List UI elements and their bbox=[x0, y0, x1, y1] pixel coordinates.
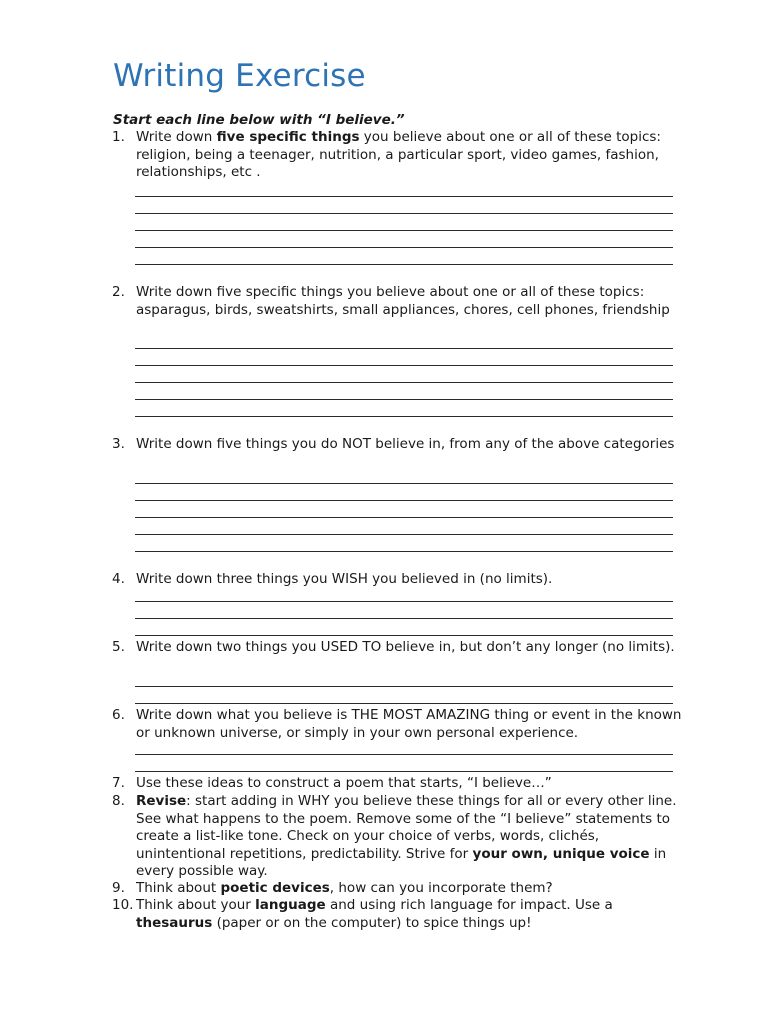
answer-line[interactable] bbox=[135, 686, 673, 687]
answer-line[interactable] bbox=[135, 517, 673, 518]
answer-line[interactable] bbox=[135, 703, 673, 704]
item-number: 10. bbox=[112, 897, 134, 913]
item-text bbox=[136, 793, 682, 881]
item-number: 8. bbox=[112, 793, 125, 809]
item-text bbox=[136, 880, 682, 898]
list-item-8 bbox=[112, 793, 682, 881]
list-item-2 bbox=[112, 284, 682, 319]
answer-line[interactable] bbox=[135, 247, 673, 248]
answer-line[interactable] bbox=[135, 399, 673, 400]
item-number: 3. bbox=[112, 436, 125, 452]
item-text: Write down five things you do NOT believe in, from any of the above categories bbox=[136, 436, 675, 452]
item-text-part: Write down bbox=[136, 129, 217, 145]
list-item-1 bbox=[112, 129, 682, 182]
answer-line[interactable] bbox=[135, 230, 673, 231]
list-item-9 bbox=[112, 880, 682, 898]
answer-line[interactable] bbox=[135, 771, 673, 772]
item-text-part: in every possible way. bbox=[136, 845, 667, 879]
list-item-10 bbox=[112, 897, 682, 932]
page-title: Writing Exercise bbox=[113, 58, 366, 94]
answer-line[interactable] bbox=[135, 382, 673, 383]
item-text-part: Think about bbox=[136, 880, 221, 896]
answer-line[interactable] bbox=[135, 635, 673, 636]
answer-line[interactable] bbox=[135, 500, 673, 501]
item-text-part: : start adding in WHY you believe these things for all or every other line. See what happens to the poem. Remove some of the “I believe” statements to create a list-like tone. Check on your choice of verbs, words, clichés, unintentional repetitions, predictability. Strive for bbox=[136, 793, 677, 862]
item-text bbox=[136, 897, 682, 932]
item-text bbox=[136, 129, 682, 182]
answer-line[interactable] bbox=[135, 348, 673, 349]
answer-line[interactable] bbox=[135, 618, 673, 619]
item-text-bold: language bbox=[255, 897, 326, 913]
item-text-bold: poetic devices bbox=[220, 880, 330, 896]
item-number: 7. bbox=[112, 775, 125, 791]
item-text: Use these ideas to construct a poem that starts, “I believe…” bbox=[136, 775, 552, 791]
item-number: 2. bbox=[112, 284, 125, 300]
item-text: Write down three things you WISH you believed in (no limits). bbox=[136, 571, 553, 587]
list-item-3 bbox=[112, 436, 682, 454]
answer-line[interactable] bbox=[135, 365, 673, 366]
instruction-text: Start each line below with “I believe.” bbox=[113, 112, 405, 128]
item-text: Write down five specific things you believe about one or all of these topics: asparagus, birds, sweatshirts, small appliances, chores, cell phones, friendship bbox=[136, 284, 670, 318]
item-text-part: Think about your bbox=[136, 897, 256, 913]
item-text-bold: Revise bbox=[136, 793, 187, 809]
answer-line[interactable] bbox=[135, 534, 673, 535]
item-text-part: and using rich language for impact. Use a bbox=[325, 897, 613, 913]
answer-line[interactable] bbox=[135, 416, 673, 417]
answer-line[interactable] bbox=[135, 551, 673, 552]
list-item-4 bbox=[112, 571, 682, 589]
item-number: 4. bbox=[112, 571, 125, 587]
answer-line[interactable] bbox=[135, 754, 673, 755]
item-number: 1. bbox=[112, 129, 125, 145]
item-text-part: (paper or on the computer) to spice things up! bbox=[212, 914, 532, 931]
answer-line[interactable] bbox=[135, 196, 673, 197]
answer-line[interactable] bbox=[135, 483, 673, 484]
item-text-bold: thesaurus bbox=[136, 914, 213, 931]
item-text-bold: your own, unique voice bbox=[472, 845, 650, 862]
list-item-6 bbox=[112, 707, 682, 742]
answer-line[interactable] bbox=[135, 213, 673, 214]
list-item-7 bbox=[112, 775, 682, 793]
item-text-part: you believe about one or all of these topics: religion, being a teenager, nutrition, a particular sport, video games, fashion, relationships, etc . bbox=[136, 129, 661, 180]
list-item-5 bbox=[112, 639, 682, 657]
answer-line[interactable] bbox=[135, 264, 673, 265]
item-number: 6. bbox=[112, 707, 125, 723]
item-text-bold: five specific things bbox=[216, 129, 360, 145]
item-number: 9. bbox=[112, 880, 125, 896]
item-text: Write down what you believe is THE MOST AMAZING thing or event in the known or unknown universe, or simply in your own personal experience. bbox=[136, 707, 682, 741]
item-text: Write down two things you USED TO believe in, but don’t any longer (no limits). bbox=[136, 639, 675, 655]
item-text-part: , how can you incorporate them? bbox=[329, 880, 553, 896]
item-number: 5. bbox=[112, 639, 125, 655]
answer-line[interactable] bbox=[135, 601, 673, 602]
